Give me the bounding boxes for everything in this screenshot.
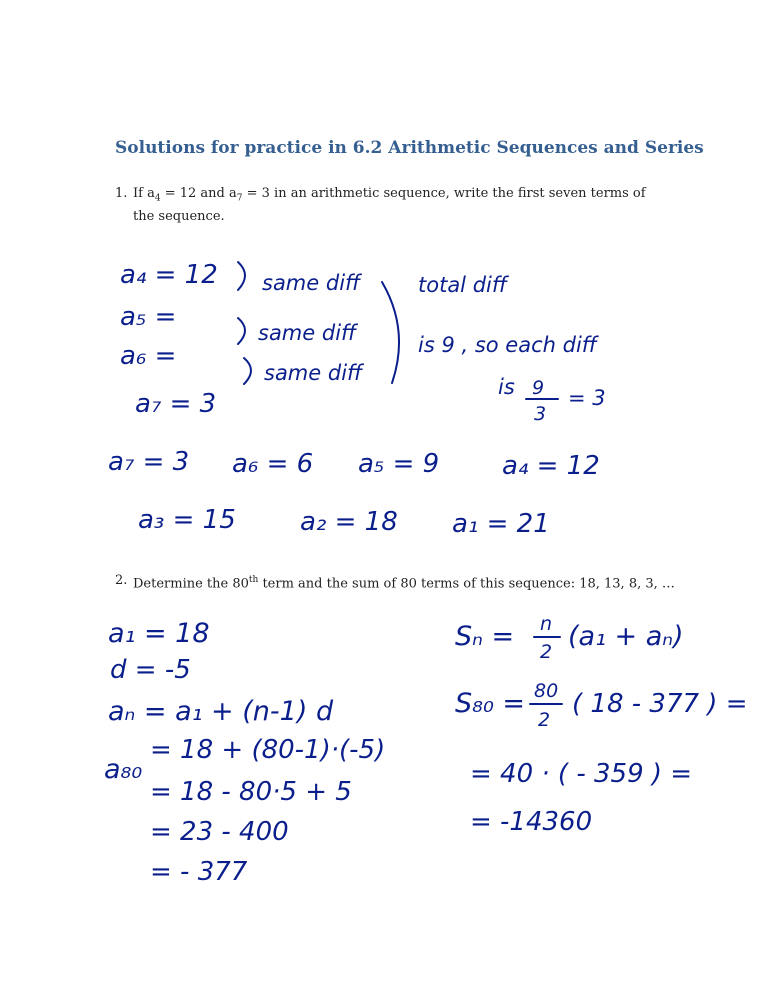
hw-is-9: is 9 , so each diff bbox=[418, 333, 597, 357]
hw-bracket-2 bbox=[238, 318, 245, 344]
hw-p2-formula: aₙ = a₁ + (n-1) d bbox=[108, 696, 334, 727]
hw-sn-den: 2 bbox=[540, 641, 553, 663]
hw-a7: a₇ = 3 bbox=[135, 389, 217, 419]
hw-diff-3: same diff bbox=[264, 361, 363, 385]
hw-sn-right: (a₁ + aₙ) bbox=[568, 621, 684, 652]
hw-sn-num: n bbox=[540, 613, 553, 635]
hw-p2-step2: = 18 - 80·5 + 5 bbox=[150, 777, 352, 807]
hw-diff-1: same diff bbox=[262, 271, 361, 295]
hw-r1-a7: a₇ = 3 bbox=[108, 447, 190, 477]
hw-big-bracket bbox=[382, 282, 399, 383]
hw-r1-a6: a₆ = 6 bbox=[232, 449, 314, 479]
hw-a4: a₄ = 12 bbox=[120, 260, 218, 290]
hw-p2-d: d = -5 bbox=[110, 655, 191, 685]
hw-p2-a80-label: a₈₀ bbox=[104, 754, 143, 785]
hw-sn-left: Sₙ = bbox=[455, 621, 515, 652]
hw-p2-step1: = 18 + (80-1)·(-5) bbox=[150, 735, 386, 765]
problem-1-number: 1. bbox=[115, 186, 128, 201]
problem-2-number: 2. bbox=[115, 573, 128, 588]
hw-s80-den: 2 bbox=[538, 709, 551, 731]
hw-s80-left: S₈₀ = bbox=[455, 688, 525, 719]
hw-frac-den: 3 bbox=[534, 403, 547, 425]
problem-1-text: If $a_4 = 12$ and $a_7 = 3$ in an arithmetic sequence, write the first seven terms of the sequence. bbox=[133, 186, 646, 224]
hw-a6: a₆ = bbox=[120, 341, 177, 371]
hw-frac-num: 9 bbox=[532, 377, 545, 399]
hw-r1-a5: a₅ = 9 bbox=[358, 449, 440, 479]
hw-r2-a3: a₃ = 15 bbox=[138, 505, 236, 535]
hw-s80-step2: = 40 · ( - 359 ) = bbox=[470, 759, 693, 789]
problem-2-text: Determine the 80th term and the sum of 80 terms of this sequence: 18, 13, 8, 3, … bbox=[133, 575, 675, 592]
hw-total-diff: total diff bbox=[418, 273, 508, 297]
hw-r1-a4: a₄ = 12 bbox=[502, 451, 600, 481]
hw-s80-num: 80 bbox=[534, 680, 559, 702]
hw-bracket-1 bbox=[238, 262, 245, 290]
hw-r2-a2: a₂ = 18 bbox=[300, 507, 398, 537]
page-title: Solutions for practice in 6.2 Arithmetic Sequences and Series bbox=[115, 138, 704, 158]
hw-s80-step3: = -14360 bbox=[470, 807, 593, 837]
hw-r2-a1: a₁ = 21 bbox=[452, 509, 550, 539]
hw-p2-step4: = - 377 bbox=[150, 857, 248, 887]
hw-p2-a1: a₁ = 18 bbox=[108, 618, 210, 649]
hw-frac-result: = 3 bbox=[568, 386, 606, 410]
hw-a5: a₅ = bbox=[120, 302, 177, 332]
hw-is-label: is bbox=[498, 375, 515, 399]
hw-bracket-3 bbox=[244, 358, 251, 384]
hw-s80-right: ( 18 - 377 ) = bbox=[572, 689, 748, 719]
hw-diff-2: same diff bbox=[258, 321, 357, 345]
hw-p2-step3: = 23 - 400 bbox=[150, 817, 289, 847]
